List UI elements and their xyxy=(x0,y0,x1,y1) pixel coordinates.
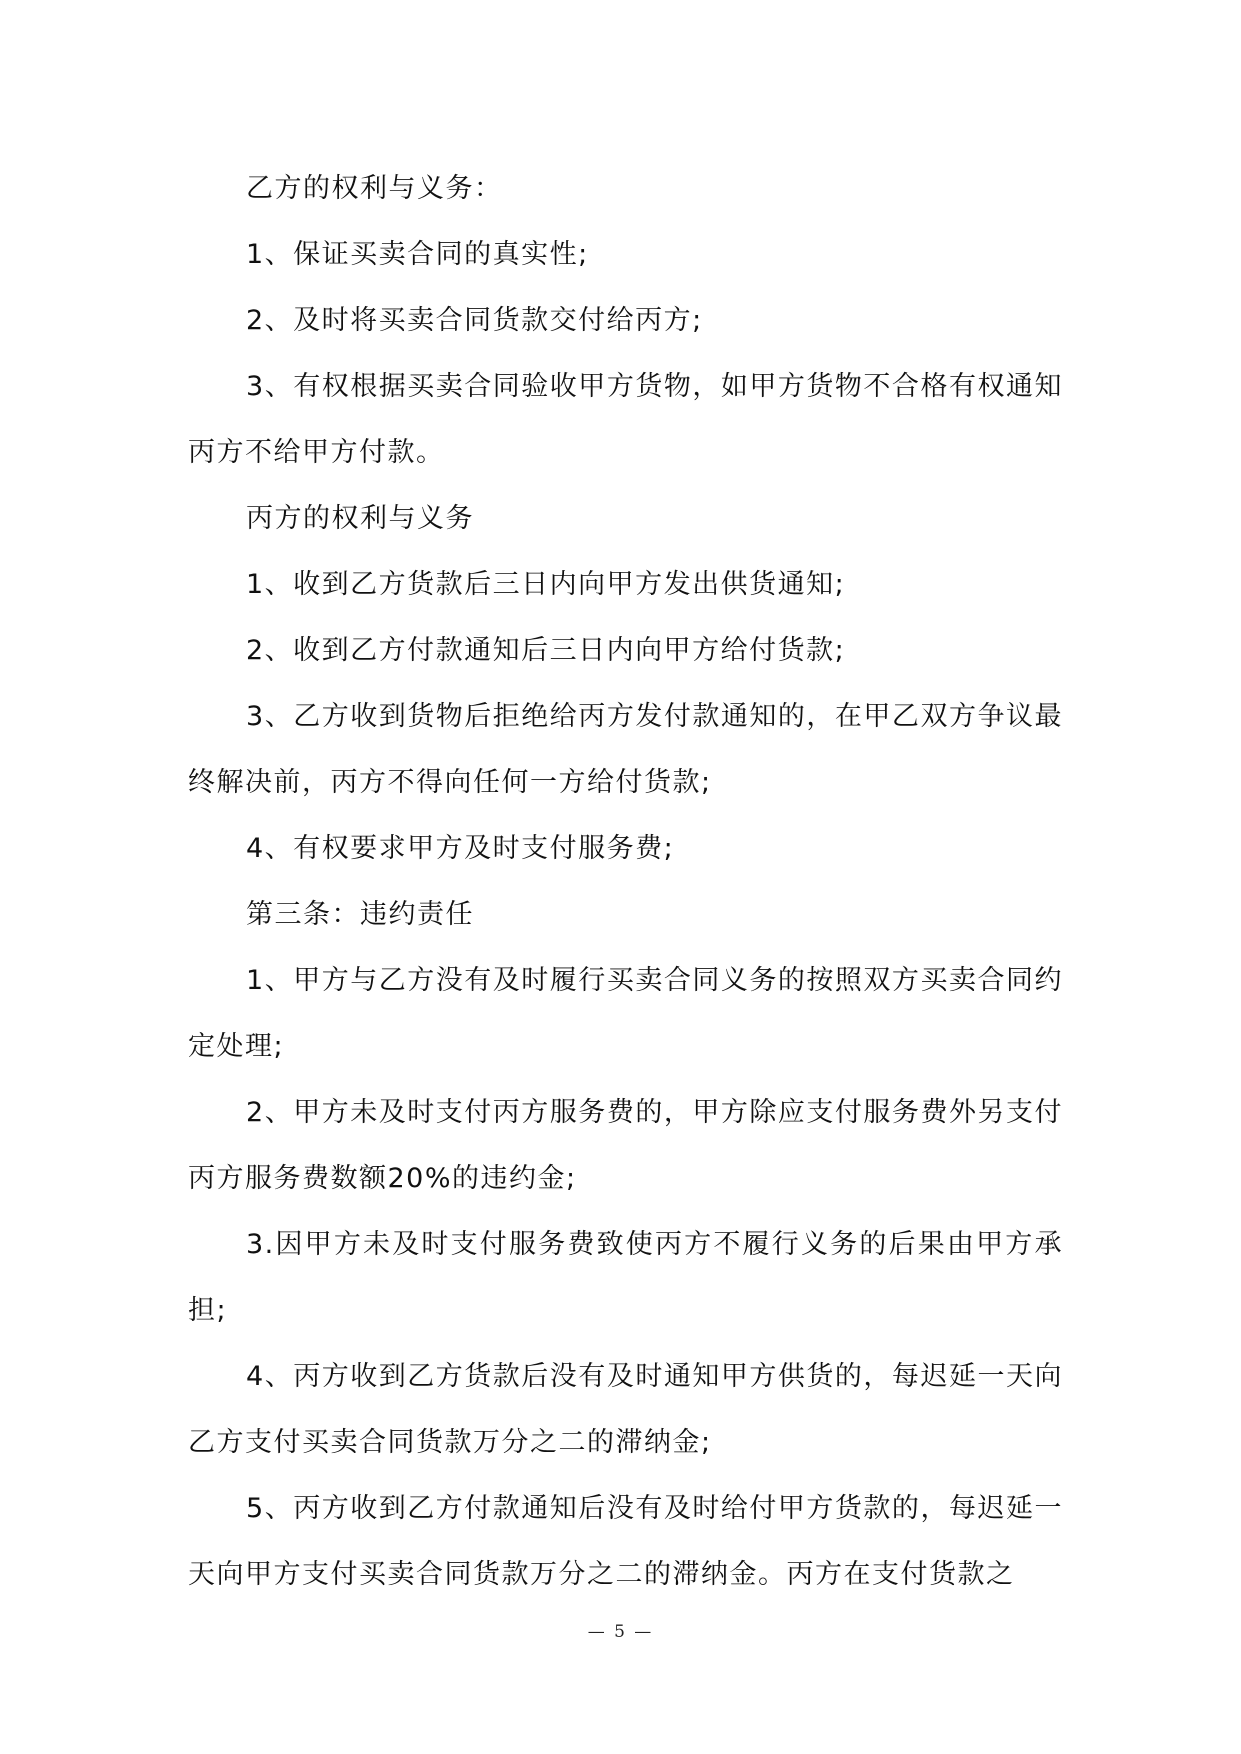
paragraph: 1、保证买卖合同的真实性; xyxy=(246,239,589,270)
document-body xyxy=(188,156,1063,1608)
paragraph: 3、有权根据买卖合同验收甲方货物，如甲方货物不合格有权通知丙方不给甲方付款。 xyxy=(188,371,1063,468)
paragraph: 3、乙方收到货物后拒绝给丙方发付款通知的，在甲乙双方争议最终解决前，丙方不得向任何一方给付货款; xyxy=(188,701,1063,798)
paragraph: 1、甲方与乙方没有及时履行买卖合同义务的按照双方买卖合同约定处理; xyxy=(188,965,1063,1062)
paragraph: 1、收到乙方货款后三日内向甲方发出供货通知; xyxy=(246,569,846,600)
page-number: — 5 — xyxy=(587,1622,654,1642)
section-heading-party-b: 乙方的权利与义务： xyxy=(246,173,503,204)
paragraph: 4、有权要求甲方及时支付服务费; xyxy=(246,833,675,864)
paragraph: 5、丙方收到乙方付款通知后没有及时给付甲方货款的，每迟延一天向甲方支付买卖合同货款万分之二的滞纳金。丙方在支付货款之 xyxy=(188,1493,1063,1590)
section-heading-party-c: 丙方的权利与义务 xyxy=(246,503,474,534)
paragraph: 2、甲方未及时支付丙方服务费的，甲方除应支付服务费外另支付丙方服务费数额20%的违约金; xyxy=(188,1097,1063,1194)
article-heading: 第三条：违约责任 xyxy=(246,899,474,930)
paragraph: 3.因甲方未及时支付服务费致使丙方不履行义务的后果由甲方承担; xyxy=(188,1229,1063,1326)
paragraph: 2、收到乙方付款通知后三日内向甲方给付货款; xyxy=(246,635,846,666)
paragraph: 2、及时将买卖合同货款交付给丙方; xyxy=(246,305,703,336)
paragraph: 4、丙方收到乙方货款后没有及时通知甲方供货的，每迟延一天向乙方支付买卖合同货款万分之二的滞纳金; xyxy=(188,1361,1063,1458)
